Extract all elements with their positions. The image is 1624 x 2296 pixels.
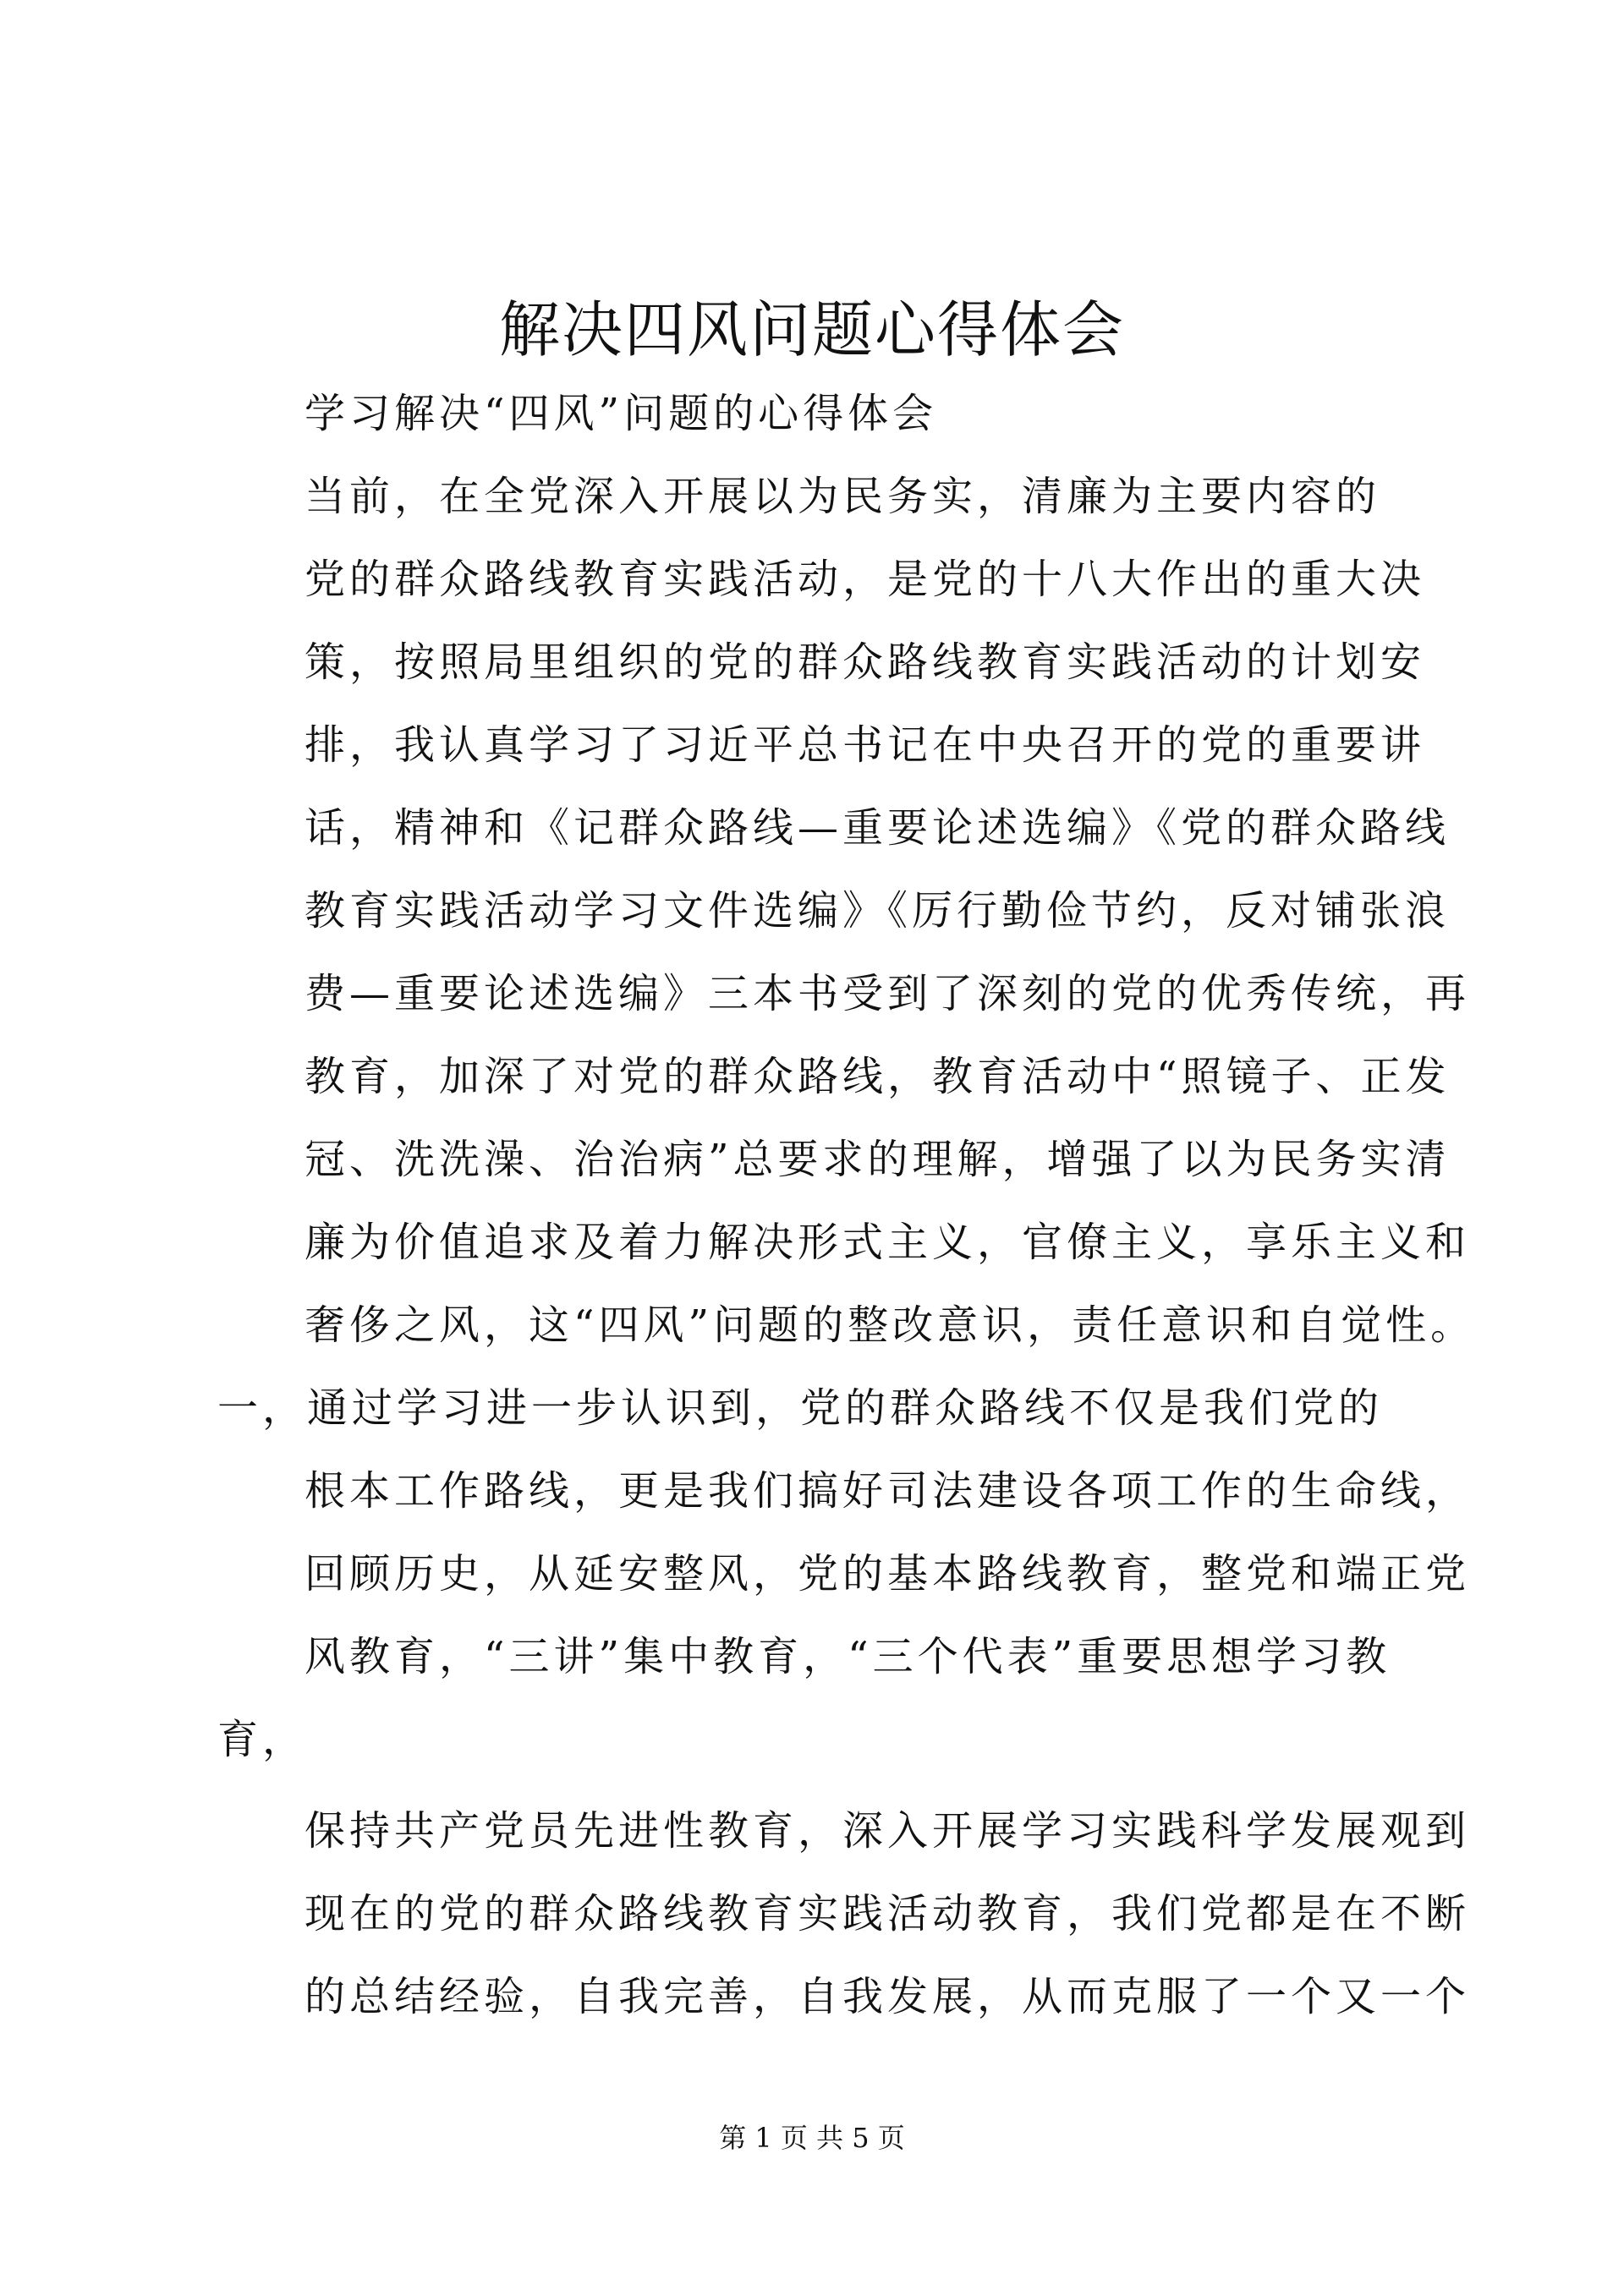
page-number-footer: 第 1 页 共 5 页: [719, 2122, 905, 2154]
body-line: 冠、洗洗澡、治治病”总要求的理解，增强了以为民务实清: [304, 1136, 1451, 1183]
section-heading-line: 一，通过学习进一步认识到，党的群众路线不仅是我们党的: [217, 1384, 1384, 1432]
body-line: 现在的党的群众路线教育实践活动教育，我们党都是在不断: [304, 1890, 1471, 1937]
body-line: 策，按照局里组织的党的群众路线教育实践活动的计划安: [304, 638, 1426, 686]
body-line: 根本工作路线，更是我们搞好司法建设各项工作的生命线，: [304, 1467, 1471, 1515]
body-line: 党的群众路线教育实践活动，是党的十八大作出的重大决: [304, 556, 1426, 603]
body-line: 话，精神和《记群众路线—重要论述选编》《党的群众路线: [304, 804, 1451, 852]
body-line: 保持共产党员先进性教育，深入开展学习实践科学发展观到: [304, 1807, 1471, 1855]
body-line: 的总结经验，自我完善，自我发展，从而克服了一个又一个: [304, 1973, 1471, 2020]
body-line: 教育，加深了对党的群众路线，教育活动中“照镜子、正发: [304, 1053, 1451, 1100]
body-line: 排，我认真学习了习近平总书记在中央召开的党的重要讲: [304, 721, 1426, 769]
body-line: 费—重要论述选编》三本书受到了深刻的党的优秀传统，再: [304, 970, 1471, 1017]
body-line: 教育实践活动学习文件选编》《厉行勤俭节约，反对铺张浪: [304, 887, 1451, 934]
document-subtitle: 学习解决“四风”问题的心得体会: [304, 390, 938, 437]
body-line: 育，: [217, 1716, 308, 1763]
document-title: 解决四风问题心得体会: [498, 294, 1125, 365]
body-line: 廉为价值追求及着力解决形式主义，官僚主义，享乐主义和: [304, 1219, 1471, 1266]
body-line: 回顾历史，从延安整风，党的基本路线教育，整党和端正党: [304, 1550, 1471, 1597]
body-line: 奢侈之风，这“四风”问题的整改意识，责任意识和自觉性。: [304, 1301, 1476, 1349]
body-line: 风教育，“三讲”集中教育，“三个代表”重要思想学习教: [304, 1633, 1391, 1680]
body-line: 当前，在全党深入开展以为民务实，清廉为主要内容的: [304, 473, 1381, 520]
